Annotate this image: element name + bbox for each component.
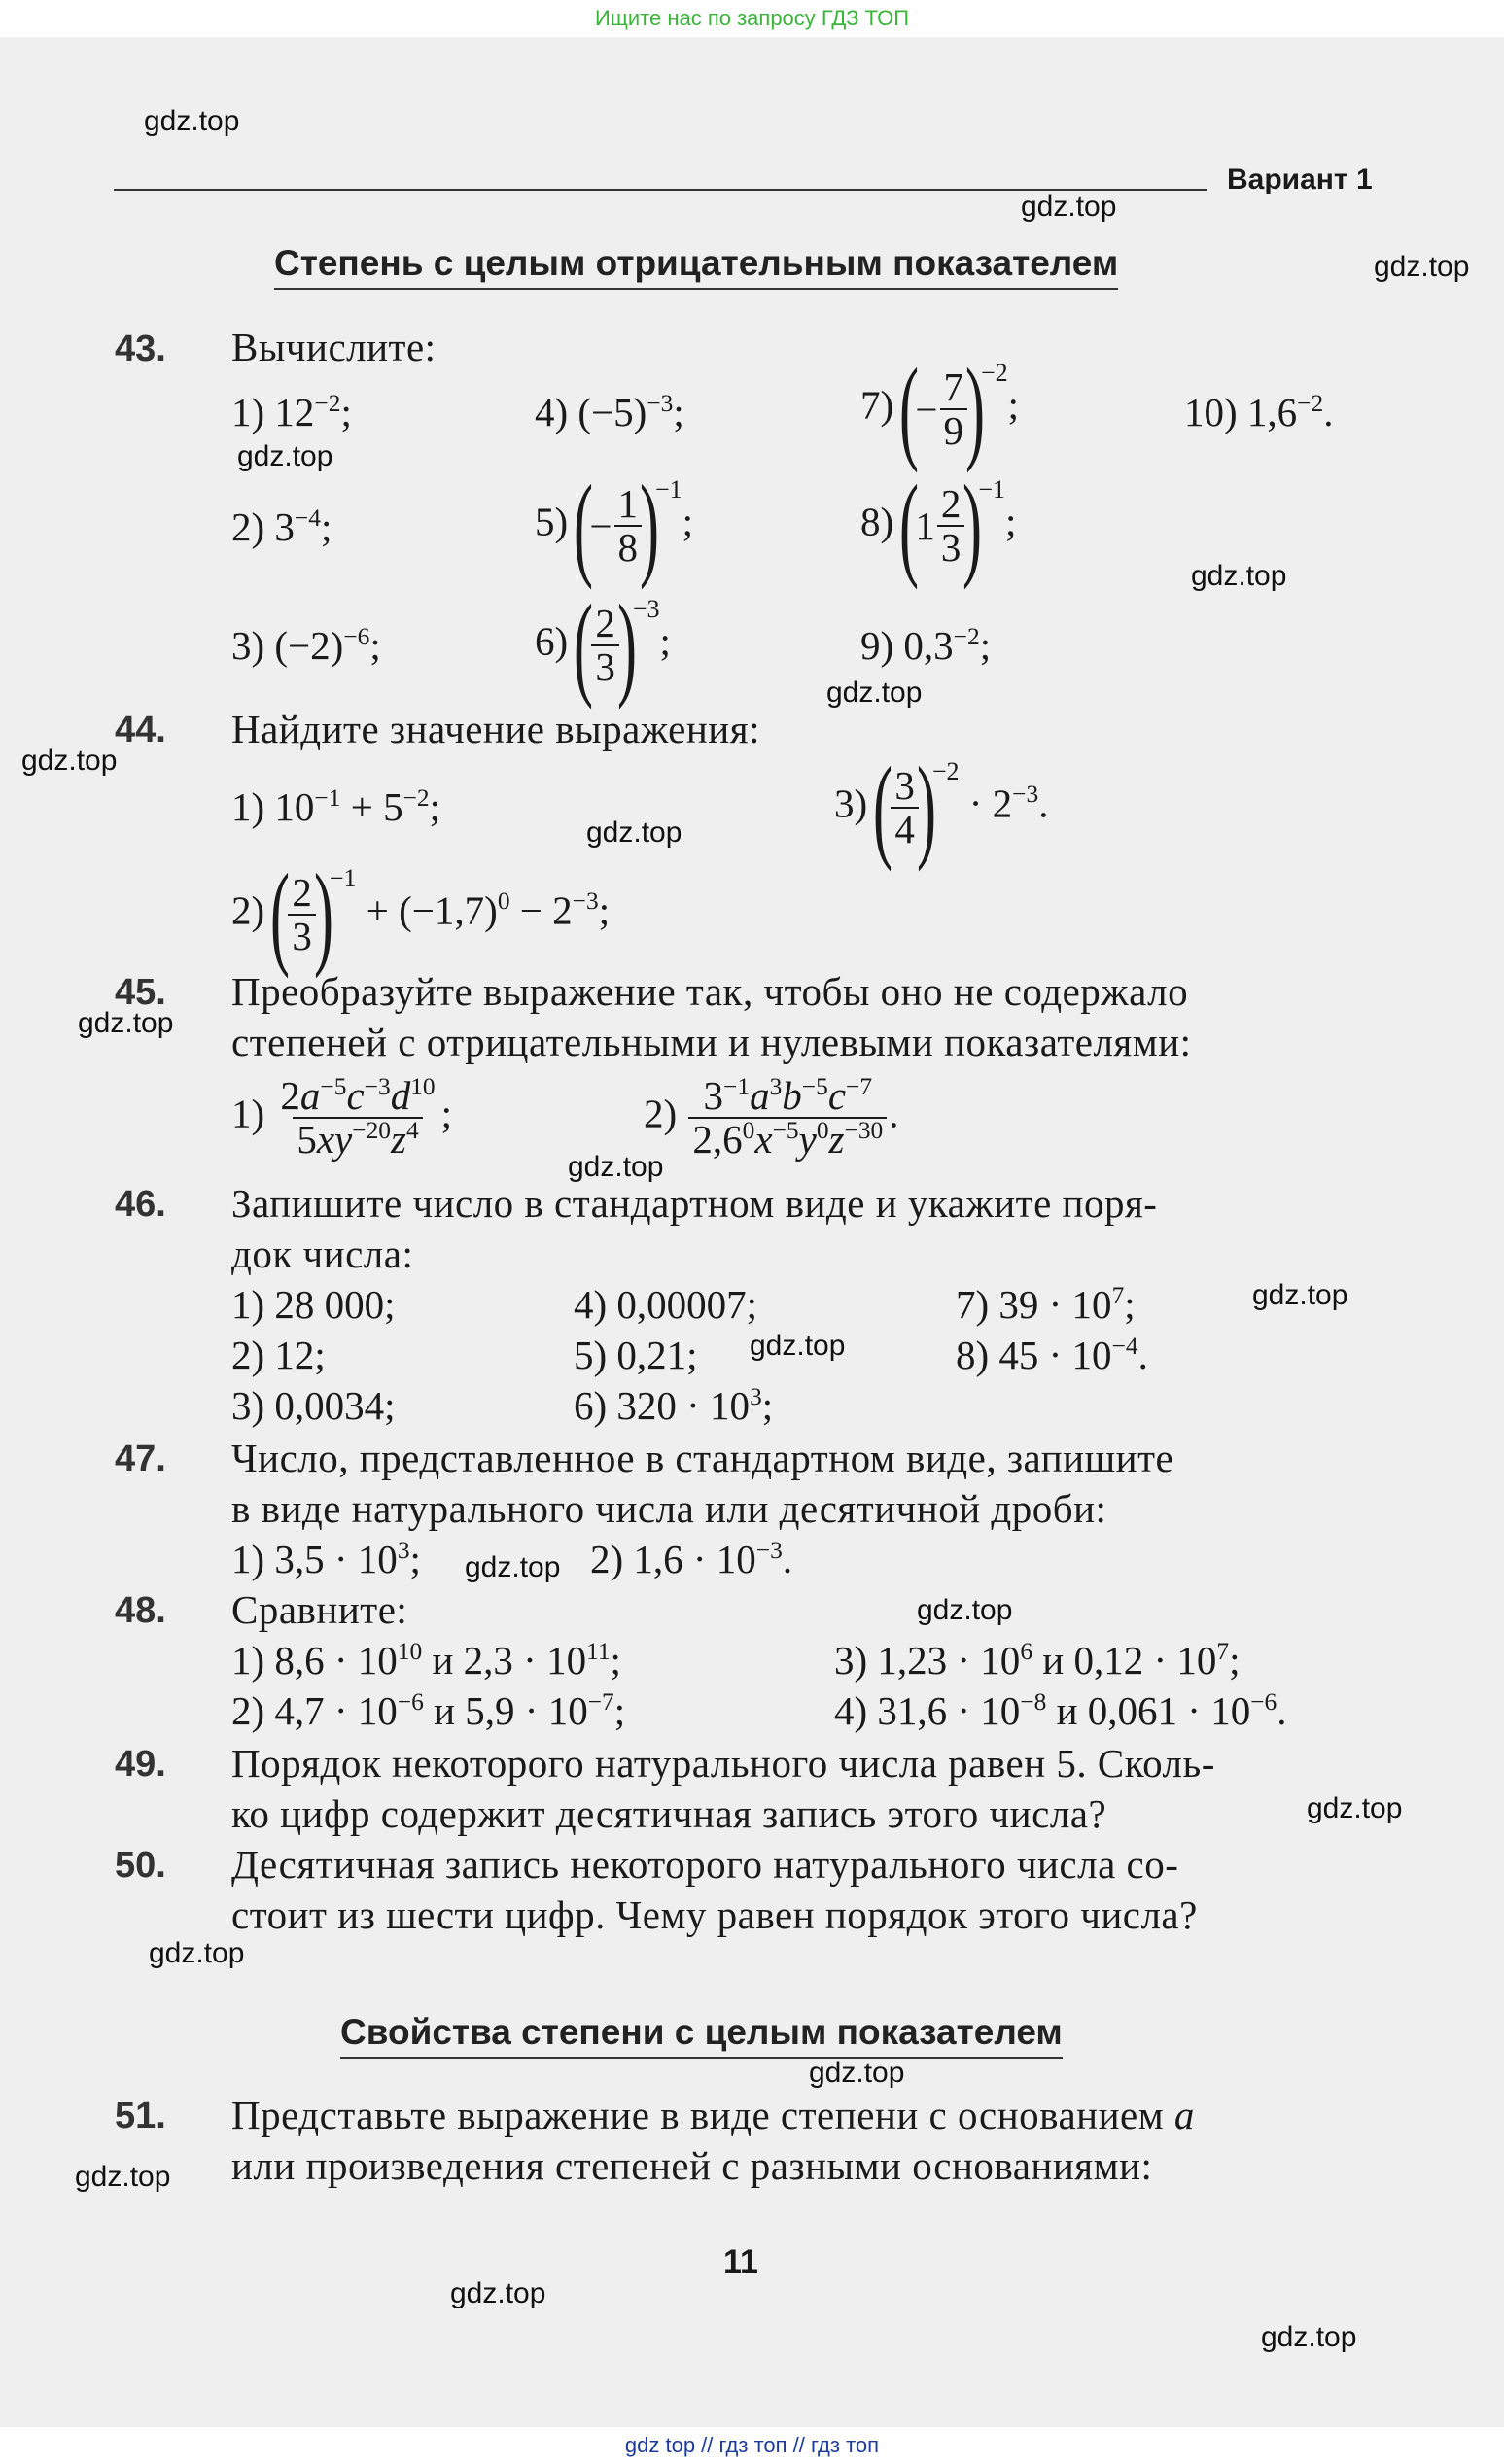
page-number: 11 [723,2243,758,2280]
problem-text: в виде натурального числа или десятичной дроби: [231,1486,1107,1531]
problem-text: Найдите значение выражения: [231,707,760,751]
math-item: 1) 28 000; [231,1282,396,1327]
math-item: 1) $12^{-2}$; [231,389,352,434]
math-item: 2) ( $\frac{2}{3}$ ) −1 + $(-1,7)^0 - 2^{-3}$; [231,850,611,979]
math-item: 9) $0,3^{-2}$; [860,622,992,668]
problem-number: 48. [115,1590,166,1631]
math-item: 7) $39 \cdot 10^7$; [956,1281,1136,1327]
math-item: 2) $3^{-4}$; [231,503,332,549]
math-item: 2) $1,6 \cdot 10^{-3}$. [590,1536,793,1581]
problem-text: Число, представленное в стандартном виде, запишите [231,1436,1174,1480]
watermark: gdz.top [586,816,682,849]
math-item: 1) $\frac{2a^{-5}c^{-3}d^{10}}{5xy^{-20}z^4}$ ; [231,1072,453,1163]
problem-number: 51. [115,2096,166,2136]
top-banner[interactable]: Ищите нас по запросу ГДЗ ТОП [594,6,910,30]
variant-label: Вариант 1 [1227,163,1373,195]
problem-text [231,2092,1195,2138]
watermark: gdz.top [237,440,333,472]
math-item: 6) ( $\frac{2}{3}$ ) −3 ; [535,580,671,710]
problem-text-line: Представьте выражение в виде степени с основанием [231,2093,1165,2137]
watermark: gdz.top [78,1007,174,1039]
watermark: gdz.top [917,1594,1013,1626]
math-item: 1) $3,5 \cdot 10^3$; [231,1536,421,1581]
problem-text: степеней с отрицательными и нулевыми показателями: [231,1020,1192,1064]
problem-text: или произведения степеней с разными основаниями: [231,2143,1153,2188]
math-item: 3) $1,23 \cdot 10^6$ и $0,12 \cdot 10^7$; [834,1637,1241,1683]
watermark: gdz.top [75,2161,171,2193]
problem-text: Запишите число в стандартном виде и укажите поря- [231,1181,1158,1226]
problem-number: 50. [115,1845,166,1886]
math-item: 2) 12; [231,1333,326,1377]
math-item: 3) $(-2)^{-6}$; [231,622,381,668]
problem-text: Десятичная запись некоторого натурального числа со- [231,1842,1179,1887]
section-title: Степень с целым отрицательным показателем [274,243,1118,290]
watermark: gdz.top [809,2057,905,2089]
problem-number: 47. [115,1439,166,1479]
math-item: 4) $(-5)^{-3}$; [535,389,684,434]
watermark: gdz.top [1252,1279,1348,1311]
math-item: 5) 0,21; [574,1333,698,1377]
watermark: gdz.top [826,677,923,709]
problem-text: ко цифр содержит десятичная запись этого числа? [231,1791,1107,1836]
watermark: gdz.top [1021,191,1117,223]
problem-number: 45. [115,972,166,1013]
watermark: gdz.top [1191,560,1287,592]
watermark: gdz.top [568,1151,664,1183]
watermark: gdz.top [450,2277,546,2309]
watermark: gdz.top [465,1551,561,1583]
problem-text: Преобразуйте выражение так, чтобы оно не содержало [231,969,1189,1014]
problem-number: 44. [115,710,166,750]
problem-text: док числа: [231,1232,414,1276]
math-item: 3) 0,0034; [231,1383,396,1428]
math-item: 2) $4,7 \cdot 10^{-6}$ и $5,9 \cdot 10^{-7}$; [231,1687,626,1733]
variable-a: a [1173,2093,1195,2137]
watermark: gdz.top [1307,1792,1403,1824]
math-item: 1) $10^{-1} + 5^{-2}$; [231,783,441,829]
watermark: gdz.top [21,745,118,777]
watermark: gdz.top [750,1330,846,1362]
textbook-page [0,37,1504,2427]
problem-number: 49. [115,1744,166,1785]
problem-text: Вычислите: [231,325,437,369]
problem-number: 43. [115,329,166,369]
header-rule [114,189,1207,191]
math-item: 5) ( − $\frac{1}{8}$ ) −1 ; [535,461,694,590]
watermark: gdz.top [144,105,240,137]
math-item: 8) $45 \cdot 10^{-4}$. [956,1332,1148,1377]
problem-text: стоит из шести цифр. Чему равен порядок этого числа? [231,1892,1198,1937]
watermark: gdz.top [1374,251,1470,283]
watermark: gdz.top [1261,2321,1357,2353]
watermark: gdz.top [149,1937,245,1969]
problem-text: Сравните: [231,1587,408,1632]
math-item: 1) $8,6 \cdot 10^{10}$ и $2,3 \cdot 10^{11}$; [231,1637,621,1683]
math-item: 7) ( − $\frac{7}{9}$ ) −2 ; [860,344,1020,473]
math-item: 3) ( $\frac{3}{4}$ ) −2 · $2^{-3}$. [834,743,1049,872]
math-item: 8) ( 1 $\frac{2}{3}$ ) −1 ; [860,461,1017,590]
bottom-banner[interactable]: gdz top // гдз топ // гдз топ [624,2433,880,2457]
math-item: 10) $1,6^{-2}$. [1184,389,1334,434]
math-item: 4) 0,00007; [574,1282,758,1327]
problem-number: 46. [115,1184,166,1225]
math-item: 6) $320 \cdot 10^3$; [574,1382,774,1428]
math-item: 2) $\frac{3^{-1}a^3b^{-5}c^{-7}}{2,6^0x^{-5}y^0z^{-30}}$ . [644,1072,899,1163]
section-title: Свойства степени с целым показателем [340,2012,1063,2059]
problem-text: Порядок некоторого натурального числа равен 5. Сколь- [231,1741,1215,1786]
math-item: 4) $31,6 \cdot 10^{-8}$ и $0,061 \cdot 10^{-6}$. [834,1687,1287,1733]
